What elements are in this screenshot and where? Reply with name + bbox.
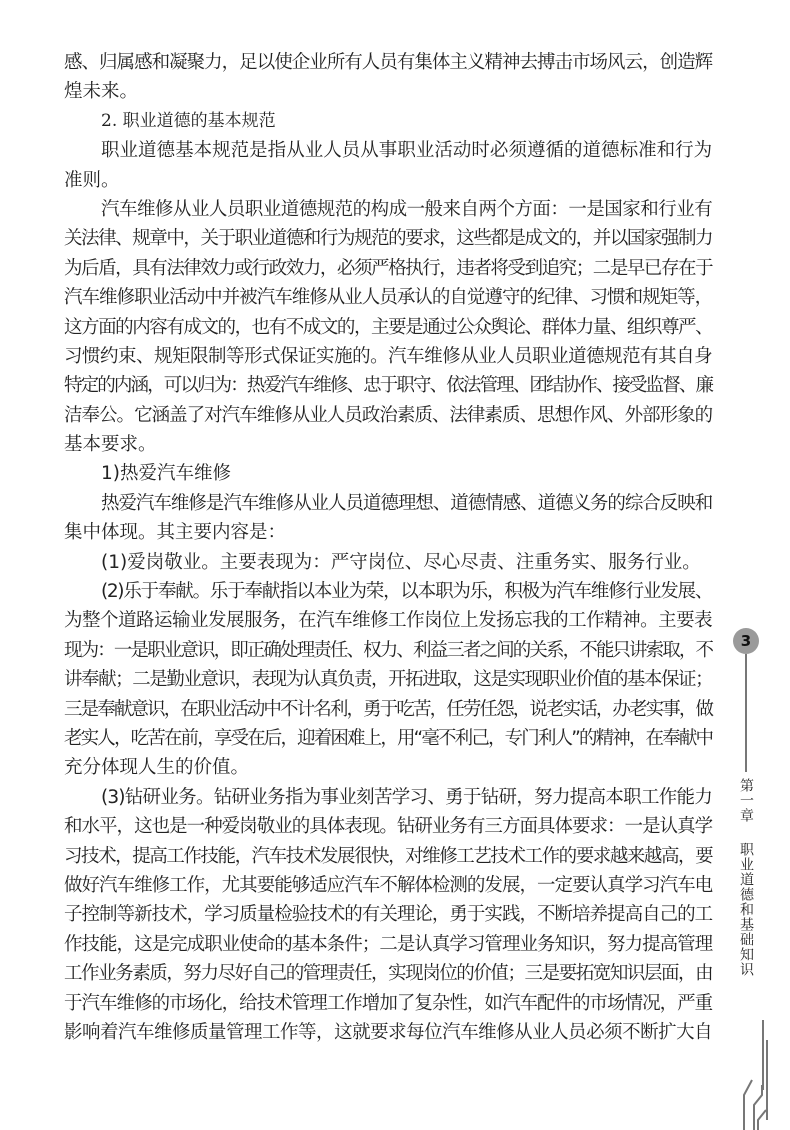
text-line: 和水平，这也是一种爱岗敬业的具体表现。钻研业务有三方面具体要求：一是认真学 [64,816,712,838]
text-line: 特定的内涵，可以归为：热爱汽车维修、忠于职守、依法管理、团结协作、接受监督、廉 [64,375,712,397]
text-line: 老实人，吃苦在前，享受在后，迎着困难上，用“毫不利己，专门利人”的精神，在奉献中 [64,727,712,749]
section-heading: 2. 职业道德的基本规范 [101,110,276,131]
text-line: 于汽车维修的市场化，给技术管理工作增加了复杂性，如汽车配件的市场情况，严重 [64,992,712,1014]
text-line: 子控制等新技术，学习质量检验技术的有关理论，勇于实践，不断培养提高自己的工 [64,904,712,926]
text-line: 做好汽车维修工作，尤其要能够适应汽车不解体检测的发展，一定要认真学习汽车电 [64,874,712,896]
text-line: 职业道德基本规范是指从业人员从事职业活动时必须遵循的道德标准和行为 [101,140,712,162]
text-line: 汽车维修职业活动中并被汽车维修从业人员承认的自觉遵守的纪律、习惯和规矩等， [64,287,712,309]
page-body [64,48,712,1047]
page-number: 3 [733,628,759,654]
text-line: 讲奉献；二是勤业意识，表现为认真负责，开拓进取，这是实现职业价值的基本保证； [64,669,712,691]
chapter-label: 第一章 [738,778,754,823]
text-line: 1)热爱汽车维修 [101,463,231,485]
text-line: 为后盾，具有法律效力或行政效力，必须严格执行，违者将受到追究；二是早已存在于 [64,257,712,279]
text-line: 准则。 [64,169,120,191]
text-line: (2)乐于奉献。乐于奉献指以本业为荣，以本职为乐，积极为汽车维修行业发展、 [101,581,712,603]
text-line: 基本要求。 [64,434,157,456]
text-line: (3)钻研业务。钻研业务指为事业刻苦学习、勇于钻研，努力提高本职工作能力 [101,786,712,808]
text-line: 热爱汽车维修是汽车维修从业人员道德理想、道德情感、道德义务的综合反映和 [101,492,712,514]
text-line: 汽车维修从业人员职业道德规范的构成一般来自两个方面：一是国家和行业有 [101,198,712,220]
text-line: (1)爱岗敬业。主要表现为：严守岗位、尽心尽责、注重务实、服务行业。 [101,551,701,573]
divider [745,654,747,772]
text-line: 为整个道路运输业发展服务，在汽车维修工作岗位上发扬忘我的工作精神。主要表 [64,610,712,632]
chapter-title: 职业道德和基础知识 [738,842,754,977]
text-line: 这方面的内容有成文的，也有不成文的，主要是通过公众舆论、群体力量、组织尊严、 [64,316,712,338]
text-line: 影响着汽车维修质量管理工作等，这就要求每位汽车维修从业人员必须不断扩大自 [64,1021,712,1043]
text-line: 三是奉献意识，在职业活动中不计名利，勇于吃苦，任劳任怨，说老实话，办老实事，做 [64,698,712,720]
text-line: 作技能，这是完成职业使命的基本条件；二是认真学习管理业务知识，努力提高管理 [64,933,712,955]
text-line: 关法律、规章中，关于职业道德和行为规范的要求，这些都是成文的，并以国家强制力 [64,228,712,250]
text-line: 工作业务素质，努力尽好自己的管理责任，实现岗位的价值；三是要拓宽知识层面，由 [64,963,712,985]
text-line: 洁奉公。它涵盖了对汽车维修从业人员政治素质、法律素质、思想作风、外部形象的 [64,404,712,426]
text-line: 习惯约束、规矩限制等形式保证实施的。汽车维修从业人员职业道德规范有其自身 [64,345,712,367]
page-margin-tab [722,620,782,1129]
text-line: 习技术，提高工作技能，汽车技术发展很快，对维修工艺技术工作的要求越来越高，要 [64,845,712,867]
text-line: 感、归属感和凝聚力，足以使企业所有人员有集体主义精神去搏击市场风云，创造辉 [64,52,712,73]
text-line: 现为：一是职业意识，即正确处理责任、权力、利益三者之间的关系，不能只讲索取，不 [64,639,712,661]
decorative-lines [722,1060,782,1130]
text-line: 充分体现人生的价值。 [64,757,250,779]
text-line: 集中体现。其主要内容是： [64,522,287,544]
text-line: 煌未来。 [64,81,139,103]
